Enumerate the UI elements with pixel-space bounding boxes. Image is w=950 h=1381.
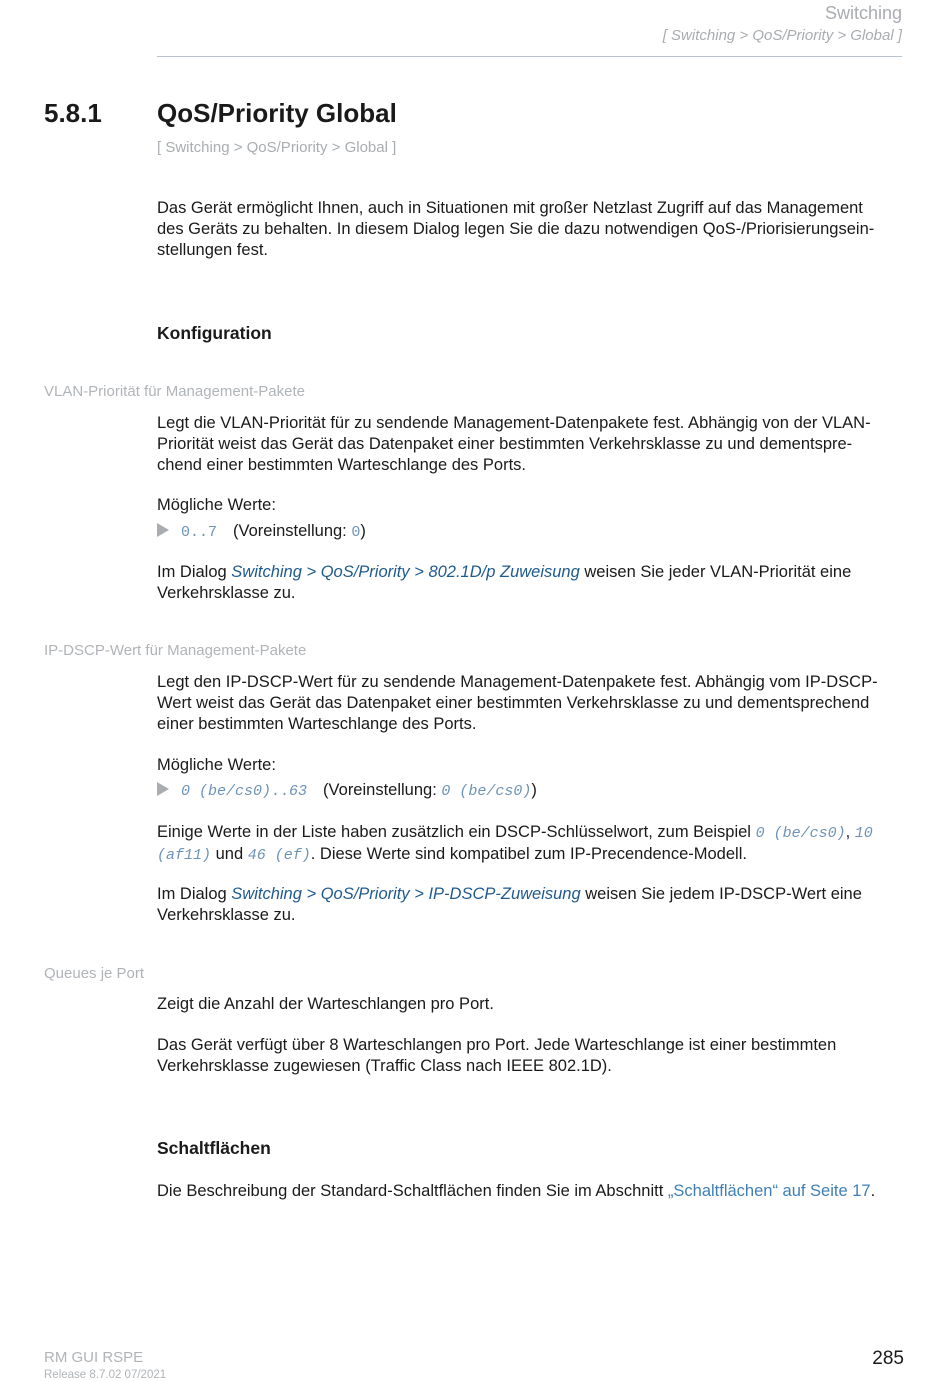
keyword-af11-number: 10: [854, 825, 873, 842]
desc-line: Priorität weist das Gerät das Datenpaket einer bestimmten Verkehrsklasse zu und dementspre-: [157, 435, 853, 453]
dscp-range-sep: ..: [271, 783, 290, 800]
dscp-range-end: 63: [289, 783, 308, 800]
note-suffix: weisen Sie jedem IP-DSCP-Wert eine: [580, 885, 862, 903]
dscp-keywords-paragraph: [157, 822, 907, 866]
keyword-sep: ,: [845, 823, 855, 841]
text-suffix: .: [870, 1182, 876, 1200]
keywords-prefix: Einige Werte in der Liste haben zusätzlich ein DSCP-Schlüsselwort, zum Beispiel: [157, 823, 756, 841]
desc-line: Legt den IP-DSCP-Wert für zu sendende Management-Datenpakete fest. Abhängig vom IP-DSCP-: [157, 673, 878, 691]
queues-description: Zeigt die Anzahl der Warteschlangen pro Port.: [157, 995, 494, 1013]
default-suffix: ): [360, 522, 366, 540]
footer-doc-title: RM GUI RSPE: [44, 1349, 144, 1366]
link-8021dp-zuweisung[interactable]: Switching > QoS/Priority > 802.1D/p Zuweisung: [231, 563, 580, 581]
dscp-values-label: Mögliche Werte:: [157, 756, 276, 774]
default-suffix: ): [531, 781, 537, 799]
vlan-values-label: Mögliche Werte:: [157, 496, 276, 514]
intro-line: Das Gerät ermöglicht Ihnen, auch in Situationen mit großer Netzlast Zugriff auf das Management: [157, 199, 863, 217]
schaltflaechen-text: [157, 1181, 907, 1202]
note-prefix: Im Dialog: [157, 885, 232, 903]
vlan-values-item: [157, 521, 907, 543]
param-label-queues: Queues je Port: [44, 965, 145, 982]
intro-line: des Geräts zu behalten. In diesem Dialog legen Sie die dazu notwendigen QoS-/Priorisierungsein-: [157, 220, 875, 238]
running-header-title: Switching: [824, 3, 902, 23]
section-title: QoS/Priority Global: [157, 98, 397, 128]
keyword-be-cs0: 0 (be/cs0): [755, 825, 846, 842]
note-suffix: weisen Sie jeder VLAN-Priorität eine: [579, 563, 852, 581]
dscp-range-start: 0 (be/cs0): [181, 783, 272, 800]
queues-detail: [157, 1035, 907, 1077]
default-prefix: (Voreinstellung:: [323, 781, 442, 799]
header-divider: [157, 56, 902, 57]
intro-paragraph: [157, 198, 907, 261]
xref-schaltflaechen[interactable]: „Schaltflächen“ auf Seite 17: [667, 1182, 871, 1200]
dscp-description: [157, 672, 907, 735]
desc-line: einer bestimmten Warteschlange des Ports.: [157, 715, 477, 733]
desc-line: chend einer bestimmten Warteschlange des Ports.: [157, 456, 526, 474]
note-prefix: Im Dialog: [157, 563, 232, 581]
section-number: 5.8.1: [44, 98, 102, 128]
note-line2: Verkehrsklasse zu.: [157, 584, 296, 602]
vlan-range: 0..7: [181, 524, 218, 541]
detail-line: Verkehrsklasse zugewiesen (Traffic Class nach IEEE 802.1D).: [157, 1057, 612, 1075]
desc-line: Legt die VLAN-Priorität für zu sendende Management-Datenpakete fest. Abhängig von der VLAN-: [157, 414, 871, 432]
vlan-priority-description: [157, 413, 907, 476]
dscp-values-item: [157, 780, 907, 802]
detail-line: Das Gerät verfügt über 8 Warteschlangen pro Port. Jede Warteschlange ist einer bestimmten: [157, 1036, 837, 1054]
konfiguration-heading: Konfiguration: [157, 323, 272, 343]
keywords-and: und: [211, 845, 248, 863]
param-label-ip-dscp: IP-DSCP-Wert für Management-Pakete: [44, 642, 307, 659]
note-line2: Verkehrsklasse zu.: [157, 906, 296, 924]
footer-release: Release 8.7.02 07/2021: [44, 1369, 167, 1381]
page-number: 285: [872, 1348, 904, 1369]
param-label-vlan-priority: VLAN-Priorität für Management-Pakete: [44, 383, 305, 400]
link-ip-dscp-zuweisung[interactable]: Switching > QoS/Priority > IP-DSCP-Zuweisung: [231, 885, 581, 903]
vlan-note: [157, 562, 907, 604]
text-prefix: Die Beschreibung der Standard-Schaltflächen finden Sie im Abschnitt: [157, 1182, 668, 1200]
keyword-ef: 46 (ef): [247, 847, 311, 864]
dscp-default-value: 0 (be/cs0): [441, 783, 532, 800]
running-header-path: [ Switching > QoS/Priority > Global ]: [662, 27, 902, 44]
dscp-note: [157, 884, 907, 926]
triangle-bullet-icon: [157, 782, 169, 796]
vlan-default-value: 0: [351, 524, 361, 541]
keyword-af11-name: (af11): [157, 847, 212, 864]
section-breadcrumb: [ Switching > QoS/Priority > Global ]: [157, 139, 397, 156]
default-prefix: (Voreinstellung:: [233, 522, 352, 540]
intro-line: stellungen fest.: [157, 241, 268, 259]
triangle-bullet-icon: [157, 523, 169, 537]
schaltflaechen-heading: Schaltflächen: [157, 1138, 271, 1158]
keywords-suffix: . Diese Werte sind kompatibel zum IP-Precendence-Modell.: [310, 845, 747, 863]
desc-line: Wert weist das Gerät das Datenpaket einer bestimmten Verkehrsklasse zu und dementsprechend: [157, 694, 870, 712]
